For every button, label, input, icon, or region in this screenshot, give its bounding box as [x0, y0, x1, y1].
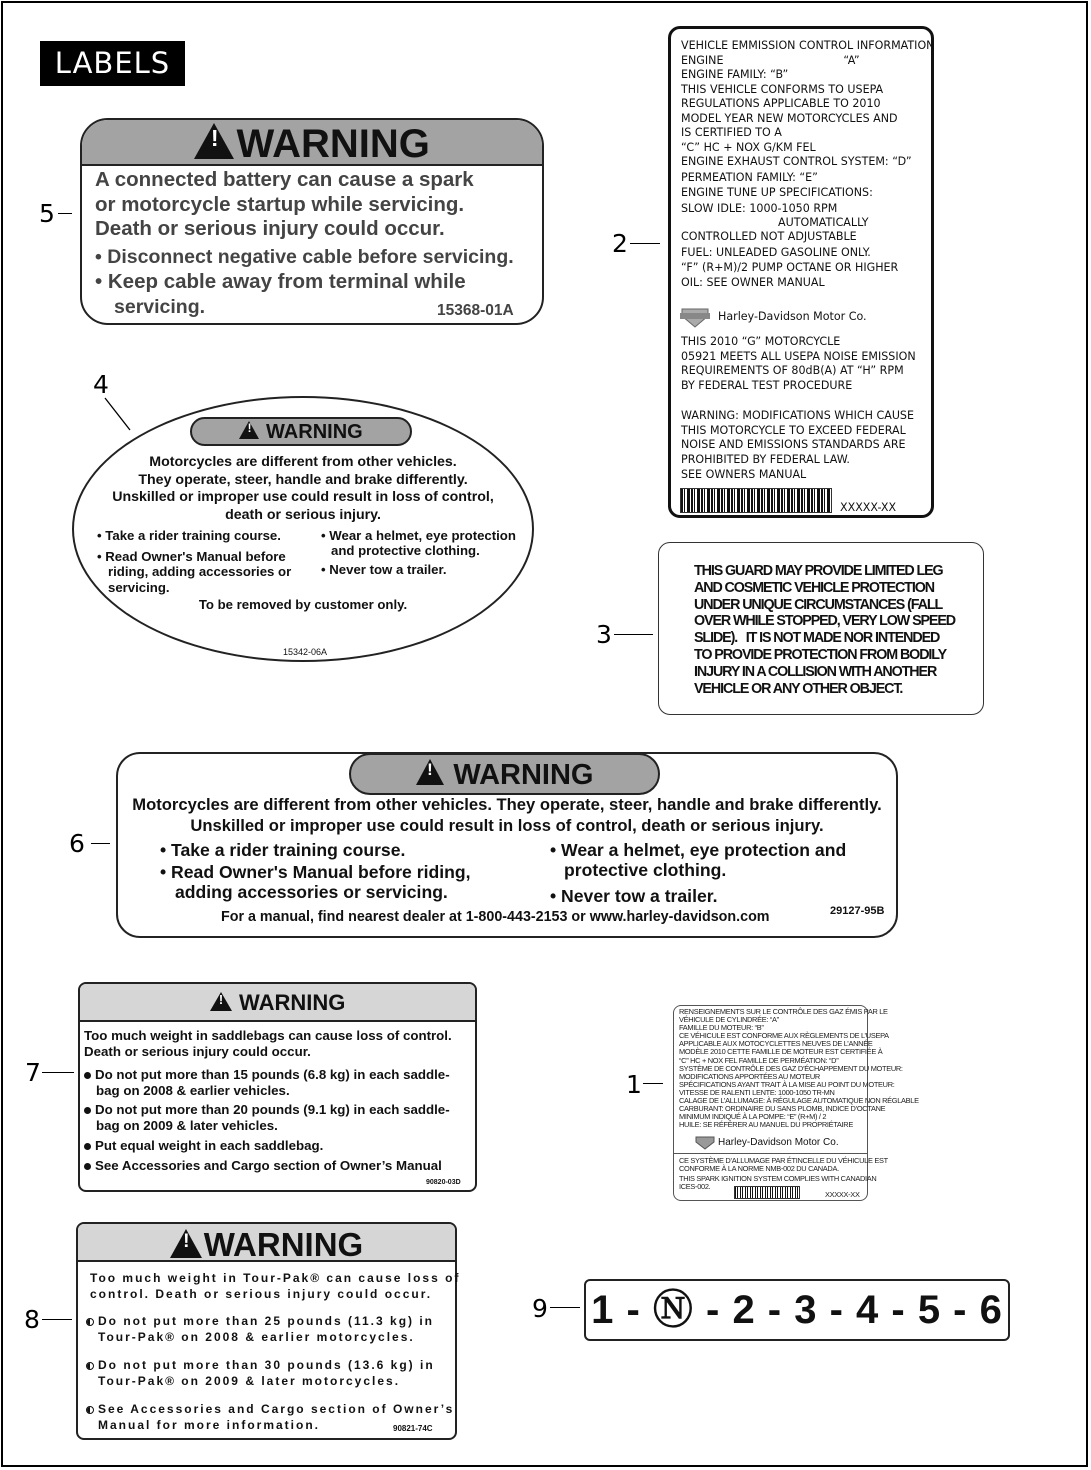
part-number: 15342-06A: [282, 647, 328, 657]
french-emission-text: [679, 1008, 919, 1129]
text-line: or motorcycle startup while servicing.: [95, 192, 465, 216]
guard-notice-text: THIS GUARD MAY PROVIDE LIMITED LEG AND COSMETIC VEHICLE PROTECTION UNDER UNIQUE CIRCUMSTANCES (FALL OVER WHILE STOPPED, VERY LOW SPEED SLIDE). IT IS NOT MADE NOR INTENDED TO PROVIDE PROTECTION FROM BODILY INJURY IN A COLLISION WITH ANOTHER VEHICLE OR ANY OTHER OBJECT.: [694, 563, 956, 697]
modification-warning-text: [681, 409, 914, 483]
text-line: PERMEATION FAMILY: “E”: [681, 170, 818, 184]
text-line: Motorcycles are different from other vehicles.: [149, 454, 457, 470]
bullet-continuation: protective clothing.: [564, 860, 727, 880]
text-line: IS CERTIFIED TO A: [681, 126, 782, 139]
bullet-text: See Accessories and Cargo section of Owner’s: [98, 1402, 455, 1416]
bullet-continuation: bag on 2009 & later vehicles.: [96, 1118, 278, 1133]
warning-title: WARNING: [203, 1226, 364, 1263]
bullet-continuation: and protective clothing.: [331, 543, 480, 559]
text-line: PROHIBITED BY FEDERAL LAW.: [681, 453, 850, 466]
text-line: SYSTÈME DE CONTRÔLE DES GAZ D’ÉCHAPPEMENT DU MOTEUR:: [679, 1063, 903, 1073]
text-line: Unskilled or improper use could result in loss of control, death or serious injury.: [190, 816, 824, 835]
leader-line-7: [42, 1072, 74, 1073]
text-line: “C” HC + NOX G/KM FEL: [681, 140, 816, 154]
bullet-item: • Never tow a trailer.: [550, 886, 718, 906]
text-line: THIS 2010 “G” MOTORCYCLE: [681, 335, 841, 348]
warning-header: [78, 1224, 455, 1262]
warning-triangle-icon: [239, 421, 259, 439]
bullet-item: [84, 1138, 452, 1154]
text-line: control. Death or serious injury could occur.: [90, 1287, 433, 1301]
right-bullets: [321, 528, 516, 578]
leader-line-3: [614, 634, 653, 635]
text-line: FUEL: UNLEADED GASOLINE ONLY.: [681, 245, 871, 259]
text-line: CE VÉHICULE EST CONFORME AUX RÈGLEMENTS DE L’USEPA: [679, 1031, 889, 1041]
page-heading: LABELS: [40, 41, 185, 86]
bullet-icon: [84, 1143, 91, 1150]
text-line: VEHICLE EMMISSION CONTROL INFORMATION: [681, 39, 935, 52]
warning-pill: [190, 417, 412, 446]
text-line: CARBURANT: ORDINAIRE DU SANS PLOMB, INDICE D’OCTANE: [679, 1104, 886, 1114]
text-line: REGULATIONS APPLICABLE TO 2010: [681, 97, 881, 110]
bullet-continuation: Manual for more information.: [98, 1418, 321, 1432]
manufacturer-name: Harley-Davidson Motor Co.: [718, 1137, 839, 1148]
text-line: THIS VEHICLE CONFORMS TO USEPA: [681, 82, 884, 96]
warning-title: WARNING: [266, 421, 363, 443]
warning-header: [82, 120, 542, 166]
leader-line-2: [630, 243, 660, 244]
text-line: Death or serious injury could occur.: [95, 217, 445, 240]
bullet-continuation: riding, adding accessories or: [108, 564, 292, 580]
callout-9: 9: [532, 1294, 548, 1323]
right-bullets: [550, 840, 846, 906]
gear-shift-pattern-text: 1 - Ⓝ - 2 - 3 - 4 - 5 - 6: [591, 1288, 1003, 1332]
leader-line-1: [643, 1083, 663, 1084]
text-line: SPÉCIFICATIONS AYANT TRAIT À LA MISE AU POINT DU MOTEUR:: [679, 1079, 895, 1089]
text-line: CONFORME À LA NORME NMB-002 DU CANADA.: [679, 1164, 839, 1174]
text-line: APPLICABLE AUX MOTOCYCLETTES NEUVES DE L’ANNÉE: [679, 1039, 873, 1049]
label-code: XXXXX-XX: [840, 501, 897, 514]
bullet-item: [84, 1067, 452, 1083]
part-number: 29127-95B: [830, 905, 885, 917]
text-line: ENGINE EXHAUST CONTROL SYSTEM: “D”: [681, 155, 912, 168]
removal-note: To be removed by customer only.: [198, 597, 408, 612]
text-line: RENSEIGNEMENTS SUR LE CONTRÔLE DES GAZ ÉMIS PAR LE: [679, 1007, 888, 1016]
bullet-continuation: Tour-Pak® on 2008 & earlier motorcycles.: [98, 1330, 415, 1344]
callout-6: 6: [69, 829, 85, 858]
bullet-text: Do not put more than 15 pounds (6.8 kg) in each saddle-: [95, 1067, 450, 1082]
bullet-continuation: adding accessories or servicing.: [175, 882, 448, 902]
text-line: BY FEDERAL TEST PROCEDURE: [681, 378, 853, 392]
bullet-text: Do not put more than 25 pounds (11.3 kg) in: [98, 1314, 435, 1328]
text-line: Too much weight in Tour-Pak® can cause loss of: [90, 1271, 461, 1285]
bullet-text: Do not put more than 20 pounds (9.1 kg) in each saddle-: [95, 1102, 450, 1117]
manual-contact-text: For a manual, find nearest dealer at 1-800-443-2153 or www.harley-davidson.com: [221, 909, 770, 925]
leader-line-9: [550, 1307, 580, 1308]
part-number: 15368-01A: [437, 302, 514, 319]
bullet-text: Disconnect negative cable before servicing.: [107, 245, 514, 268]
text-line: VÉHICULE DE CYLINDRÉE: “A”: [679, 1015, 779, 1025]
left-bullets: [160, 840, 470, 902]
divider: [674, 1153, 867, 1154]
text-line: WARNING: MODIFICATIONS WHICH CAUSE: [681, 409, 914, 422]
text-line: FAMILLE DU MOTEUR: “B”: [679, 1023, 764, 1033]
text-line: REQUIREMENTS OF 80dB(A) AT “H” RPM: [681, 364, 904, 377]
text-line: A connected battery can cause a spark: [95, 168, 474, 191]
bullet-item: • Keep cable away from terminal while: [95, 270, 466, 293]
emission-info-text: [681, 39, 934, 291]
text-line: “C” HC + NOX FEL FAMILLE DE PERMÉATION: “D”: [679, 1055, 839, 1065]
label-text: [95, 168, 514, 319]
bullet-item: [86, 1313, 460, 1329]
harley-davidson-logo-icon: [680, 306, 710, 328]
text-line: THIS MOTORCYCLE TO EXCEED FEDERAL: [681, 423, 906, 437]
bullet-item: [84, 1102, 452, 1118]
manufacturer-name: Harley-Davidson Motor Co.: [718, 310, 867, 323]
text-line: HUILE: SE RÉFÉRER AU MANUEL DU PROPRIÉTAIRE: [679, 1120, 853, 1130]
bullet-item: • Disconnect negative cable before servicing.: [95, 245, 514, 268]
noise-emission-text: [681, 335, 916, 393]
text-line: death or serious injury.: [225, 506, 381, 523]
text-line: They operate, steer, handle and brake differently.: [138, 471, 468, 488]
text-line: 05921 MEETS ALL USEPA NOISE EMISSION: [681, 349, 916, 363]
left-bullets: [97, 528, 291, 595]
callout-1: 1: [626, 1070, 642, 1099]
text-line: NOISE AND EMISSIONS STANDARDS ARE: [681, 438, 906, 451]
text-line: “F” (R+M)/2 PUMP OCTANE OR HIGHER: [681, 260, 899, 274]
callout-8: 8: [24, 1305, 40, 1334]
callout-7: 7: [25, 1058, 41, 1087]
bullet-icon: [86, 1406, 94, 1414]
leader-line-4: [100, 396, 136, 434]
part-number: 90820-03D: [426, 1179, 461, 1186]
callout-3: 3: [596, 620, 612, 649]
text-line: Too much weight in saddlebags can cause loss of control.: [84, 1028, 452, 1043]
text-line: Death or serious injury could occur.: [84, 1044, 311, 1059]
text-line: CE SYSTÈME D’ALLUMAGE PAR ÉTINCELLE DU VÉHICULE EST: [679, 1156, 888, 1165]
callout-2: 2: [612, 229, 628, 258]
bullet-icon: [86, 1362, 94, 1370]
bullet-item: • Take a rider training course.: [160, 840, 406, 860]
bullet-icon: [84, 1072, 91, 1079]
bullet-continuation: servicing.: [108, 579, 170, 595]
bullet-continuation: servicing.: [114, 295, 206, 318]
callout-4: 4: [93, 370, 109, 399]
bullet-text: Do not put more than 30 pounds (13.6 kg) in: [98, 1358, 435, 1372]
warning-title: WARNING: [239, 990, 346, 1015]
text-line: MINIMUM INDIQUÉ À LA POMPE: “E” (R+M) / 2: [679, 1112, 827, 1122]
bullet-text: Keep cable away from terminal while: [107, 270, 466, 293]
bullet-item: • Take a rider training course.: [97, 528, 281, 543]
bullet-item: • Never tow a trailer.: [321, 562, 447, 578]
battery-warning-label: [80, 118, 544, 325]
oval-center-text: [72, 454, 534, 524]
text-line: MODEL YEAR NEW MOTORCYCLES AND: [681, 111, 898, 125]
bullet-item: [86, 1357, 460, 1373]
callout-5: 5: [39, 199, 55, 228]
leader-line-5: [58, 213, 72, 214]
leader-line-6: [91, 843, 110, 844]
leader-line-8: [42, 1319, 72, 1320]
text-line: MODÈLE 2010 CETTE FAMILLE DE MOTEUR EST CERTIFIÉE À: [679, 1047, 883, 1057]
text-line: OIL: SEE OWNER MANUAL: [681, 275, 825, 289]
text-line: CONTROLLED NOT ADJUSTABLE: [681, 229, 857, 243]
bullet-text: See Accessories and Cargo section of Owner’s Manual: [95, 1158, 442, 1173]
text-line: SLOW IDLE: 1000-1050 RPM: [681, 201, 838, 215]
warning-title: WARNING: [453, 759, 594, 791]
text-line: VITESSE DE RALENTI LENTE: 1000-1050 TR-MN: [679, 1087, 835, 1097]
text-line: Unskilled or improper use could result in loss of control,: [112, 489, 494, 506]
label-code: XXXXX-XX: [825, 1190, 860, 1199]
text-line: MODIFICATIONS APPORTÉES AU MOTEUR: [679, 1071, 820, 1081]
bullet-text: Put equal weight in each saddlebag.: [95, 1138, 324, 1153]
warning-pill: [349, 753, 660, 795]
bullet-item: [86, 1401, 460, 1417]
harley-davidson-logo-icon: [695, 1135, 715, 1150]
text-line: ENGINE TUNE UP SPECIFICATIONS:: [681, 186, 873, 199]
barcode: [680, 488, 832, 513]
warning-title: WARNING: [236, 122, 430, 166]
bullet-continuation: bag on 2008 & earlier vehicles.: [96, 1083, 290, 1098]
text-line: ICES-002.: [679, 1182, 711, 1192]
warning-triangle-icon: [416, 759, 444, 785]
tour-pak-warning-text: [90, 1270, 460, 1433]
text-line: THIS SPARK IGNITION SYSTEM COMPLIES WITH CANADIAN: [679, 1174, 877, 1184]
bullet-item: • Wear a helmet, eye protection and: [550, 840, 847, 860]
barcode: [734, 1186, 800, 1199]
bullet-item: • Read Owner's Manual before riding,: [160, 862, 471, 882]
text-line: SEE OWNERS MANUAL: [681, 468, 807, 481]
part-number: 90821-74C: [393, 1424, 433, 1433]
warning-triangle-icon: [210, 992, 232, 1011]
bullet-item: [84, 1158, 452, 1174]
bullet-item: • Wear a helmet, eye protection: [321, 528, 516, 543]
text-line: AUTOMATICALLY: [778, 215, 869, 229]
text-line: Motorcycles are different from other vehicles. They operate, steer, handle and brake differently.: [132, 795, 882, 814]
bullet-icon: [84, 1163, 91, 1170]
bullet-item: • Read Owner's Manual before: [97, 549, 286, 565]
bullet-icon: [84, 1107, 91, 1114]
warning-header: [80, 984, 475, 1022]
saddlebag-warning-text: [84, 1028, 452, 1174]
warning-triangle-icon: [194, 123, 234, 159]
bullet-continuation: Tour-Pak® on 2009 & later motorcycles.: [98, 1374, 401, 1388]
text-line: CALAGE DE L’ALLUMAGE: À RÉGULAGE AUTOMATIQUE NON RÉGLABLE: [679, 1096, 919, 1106]
text-line: ENGINE FAMILY: “B”: [681, 68, 789, 81]
bullet-icon: [86, 1318, 94, 1326]
text-line: ENGINE “A”: [681, 53, 860, 67]
warning-triangle-icon: [170, 1229, 202, 1258]
